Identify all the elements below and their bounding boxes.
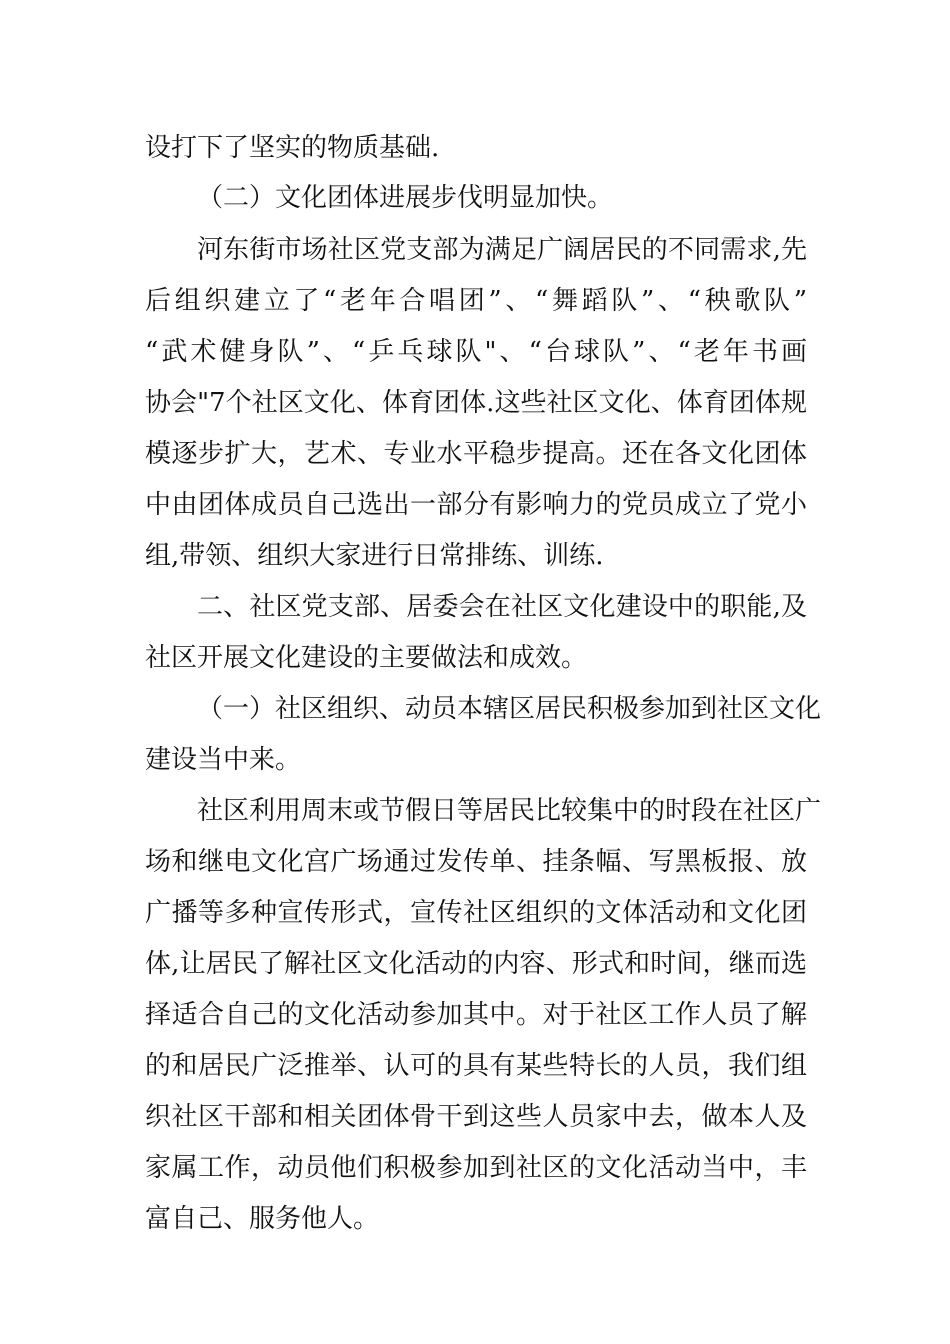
text-line-4: 后组织建立了“老年合唱团”、“舞蹈队”、“秧歌队” [145,286,807,316]
section-heading-2-cont: 社区开展文化建设的主要做法和成效。 [145,643,588,673]
subsection-heading-1-cont: 建设当中来。 [145,745,302,775]
text-line-7: 模逐步扩大，艺术、专业水平稳步提高。还在各文化团体 [145,439,807,469]
text-line-9: 组,带领、组织大家进行日常排练、训练. [145,541,604,571]
text-line-21: 家属工作，动员他们积极参加到社区的文化活动当中，丰 [145,1153,807,1183]
subsection-heading-1: （一）社区组织、动员本辖区居民积极参加到社区文化 [197,694,822,724]
text-line-1: 设打下了坚实的物质基础. [145,133,440,163]
text-line-17: 体,让居民了解社区文化活动的内容、形式和时间，继而选 [145,949,807,979]
section-heading-2: 二、社区党支部、居委会在社区文化建设中的职能,及 [197,592,807,622]
subsection-heading-2: （二）文化团体进展步伐明显加快。 [197,183,614,213]
text-line-6: 协会"7个社区文化、体育团体.这些社区文化、体育团体规 [145,388,807,418]
text-line-22: 富自己、服务他人。 [145,1204,380,1234]
text-line-14: 社区利用周末或节假日等居民比较集中的时段在社区广 [197,796,822,826]
text-line-20: 织社区干部和相关团体骨干到这些人员家中去，做本人及 [145,1102,807,1132]
text-line-16: 广播等多种宣传形式，宣传社区组织的文体活动和文化团 [145,898,807,928]
text-line-15: 场和继电文化宫广场通过发传单、挂条幅、写黑板报、放 [145,847,807,877]
text-line-3: 河东街市场社区党支部为满足广阔居民的不同需求,先 [197,235,807,265]
text-line-5: “武术健身队”、“乒乓球队"、“台球队”、“老年书画 [145,337,807,367]
text-line-8: 中由团体成员自己选出一部分有影响力的党员成立了党小 [145,490,807,520]
text-line-19: 的和居民广泛推举、认可的具有某些特长的人员，我们组 [145,1051,807,1081]
text-line-18: 择适合自己的文化活动参加其中。对于社区工作人员了解 [145,1000,807,1030]
